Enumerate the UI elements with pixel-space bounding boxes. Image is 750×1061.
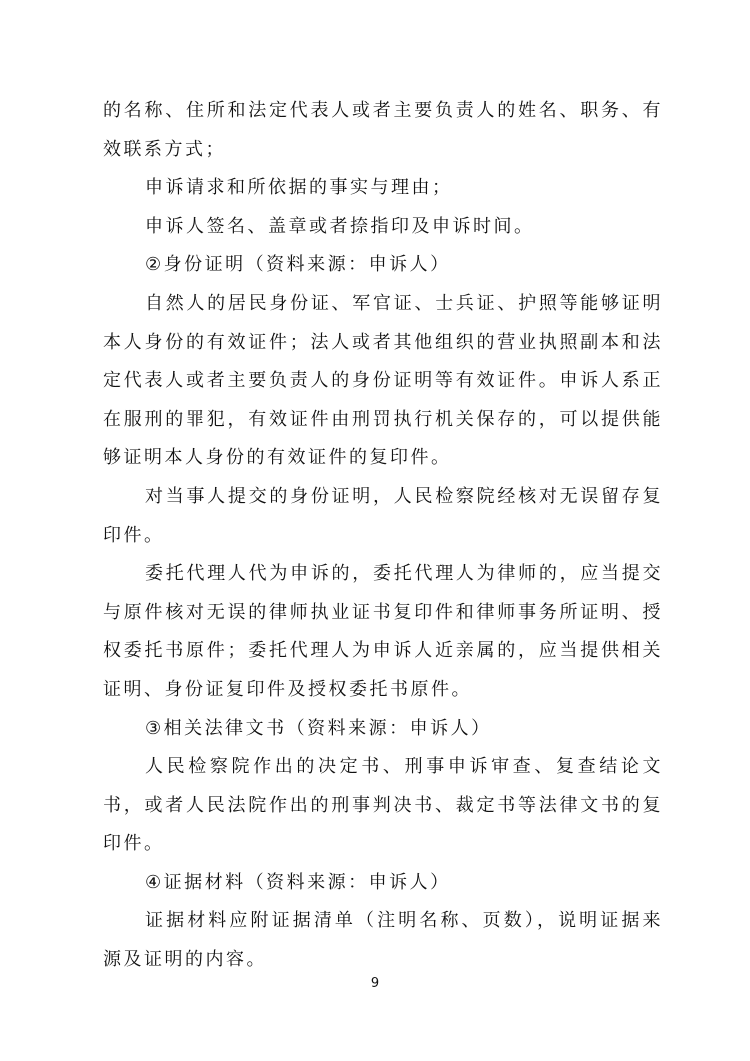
- section-heading-identity-proof: ②身份证明（资料来源：申诉人）: [145, 254, 451, 276]
- paragraph-evidence: 证据材料应附证据清单（注明名称、页数），说明证据来源及证明的内容。: [103, 910, 663, 971]
- paragraph-signature: 申诉人签名、盖章或者捺指印及申诉时间。: [145, 215, 535, 237]
- section-heading-evidence: ④证据材料（资料来源：申诉人）: [145, 871, 451, 893]
- paragraph-identity-verification: 对当事人提交的身份证明，人民检察院经核对无误留存复印件。: [103, 485, 663, 546]
- paragraph-appeal-request: 申诉请求和所依据的事实与理由；: [145, 177, 453, 199]
- page-number: 9: [370, 976, 380, 991]
- paragraph-contact-info: 的名称、住所和法定代表人或者主要负责人的姓名、职务、有效联系方式；: [103, 100, 663, 160]
- document-body: [103, 92, 663, 980]
- paragraph-legal-documents: 人民检察院作出的决定书、刑事申诉审查、复查结论文书，或者人民法院作出的刑事判决书、裁定书等法律文书的复印件。: [103, 756, 663, 855]
- section-heading-legal-documents: ③相关法律文书（资料来源：申诉人）: [145, 717, 492, 739]
- paragraph-agent-documents: 委托代理人代为申诉的，委托代理人为律师的，应当提交与原件核对无误的律师执业证书复印件和律师事务所证明、授权委托书原件；委托代理人为申诉人近亲属的，应当提供相关证明、身份证复印件及授权委托书原件。: [103, 563, 663, 700]
- paragraph-identity-documents: 自然人的居民身份证、军官证、士兵证、护照等能够证明本人身份的有效证件；法人或者其他组织的营业执照副本和法定代表人或者主要负责人的身份证明等有效证件。申诉人系正在服刑的罪犯，有效证件由刑罚执行机关保存的，可以提供能够证明本人身份的有效证件的复印件。: [103, 292, 663, 469]
